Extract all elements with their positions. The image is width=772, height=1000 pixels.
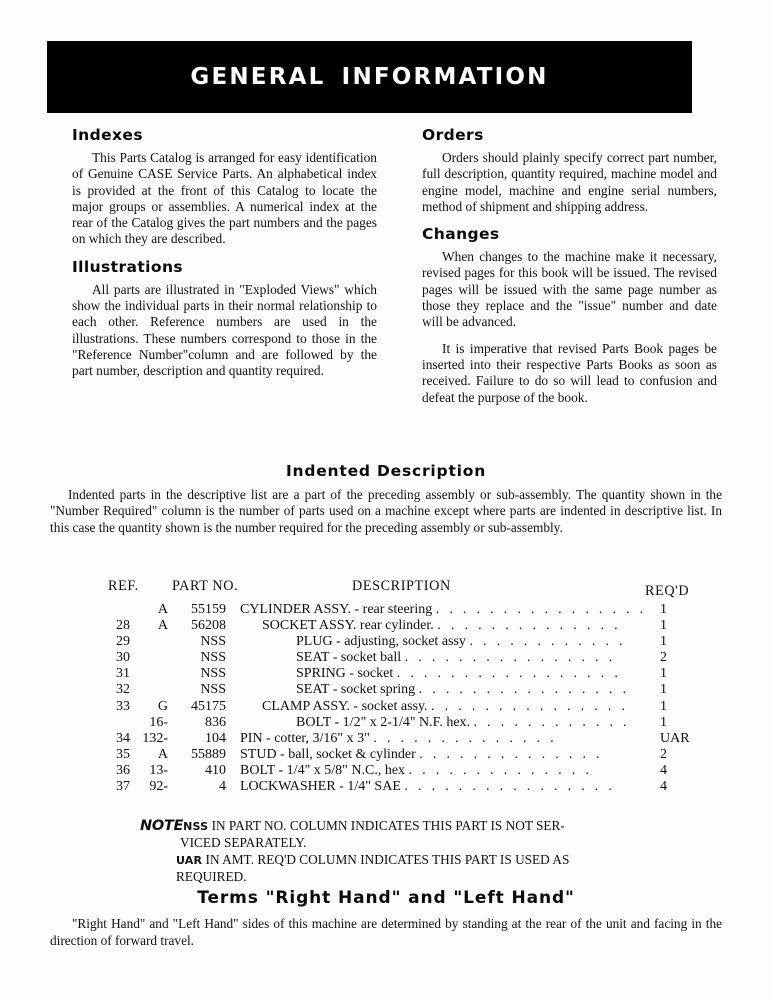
section-paragraph-changes-1: When changes to the machine make it necessary, revised pages for this book will be issued. The revised pages will be issued with the same page number as those they replace and the "issue" number and date will be advanced. bbox=[422, 249, 717, 330]
cell-part-number: NSS bbox=[200, 666, 226, 682]
cell-part-prefix: 132- bbox=[142, 730, 168, 746]
description-text: STUD - ball, socket & cylinder bbox=[240, 746, 416, 762]
cell-quantity-required: 1 bbox=[660, 602, 667, 617]
dot-leader: . . . . . . . . . . . . . . . . bbox=[418, 682, 630, 698]
indented-description-section bbox=[0, 462, 772, 536]
cell-ref: 37 bbox=[116, 779, 130, 795]
cell-description bbox=[240, 731, 660, 747]
table-row bbox=[0, 747, 772, 763]
cell-description bbox=[240, 666, 716, 682]
cell-description bbox=[240, 634, 716, 650]
section-heading-changes: Changes bbox=[422, 225, 500, 244]
page-title: GENERAL INFORMATION bbox=[190, 64, 549, 90]
table-row bbox=[0, 602, 772, 618]
cell-part-number: 55159 bbox=[191, 602, 226, 617]
cell-description bbox=[240, 763, 660, 779]
dot-leader: . . . . . . . . . . . . . . bbox=[437, 618, 621, 634]
cell-ref: 28 bbox=[116, 618, 130, 634]
dot-leader: . . . . . . . . . . . . . . . . bbox=[435, 602, 647, 617]
table-row bbox=[0, 618, 772, 634]
cell-ref: 34 bbox=[116, 730, 130, 746]
dot-leader: . . . . . . . . . . . . . . . . . bbox=[396, 666, 622, 682]
note-nss-line bbox=[0, 818, 772, 835]
cell-part-number: 836 bbox=[205, 714, 226, 730]
cell-part-number: 45175 bbox=[191, 698, 226, 714]
note-label: NOTE bbox=[140, 818, 184, 834]
cell-part-prefix: G bbox=[157, 698, 168, 714]
cell-part-number: 4 bbox=[219, 779, 226, 795]
cell-part-prefix: A bbox=[157, 746, 168, 762]
description-text: BOLT - 1/4" x 5/8" N.C., hex bbox=[240, 762, 406, 778]
cell-part-number: NSS bbox=[200, 650, 226, 666]
column-header-part-no: PART NO. bbox=[172, 578, 239, 594]
description-text: SPRING - socket bbox=[296, 666, 394, 682]
parts-table-body bbox=[0, 602, 772, 795]
column-header-description: DESCRIPTION bbox=[352, 578, 451, 594]
cell-description bbox=[240, 602, 660, 618]
table-row bbox=[0, 634, 772, 650]
cell-quantity-required: 2 bbox=[660, 746, 667, 762]
cell-part-number: NSS bbox=[200, 682, 226, 698]
parts-table bbox=[0, 578, 772, 795]
table-row bbox=[0, 666, 772, 682]
description-text: LOCKWASHER - 1/4" SAE bbox=[240, 779, 401, 795]
cell-description bbox=[240, 618, 682, 634]
section-heading-indexes: Indexes bbox=[72, 126, 143, 144]
section-paragraph-changes-2: It is imperative that revised Parts Book pages be inserted into their respective Parts Books as soon as received. Failure to do so will lead to confusion and defeat the purpose of the book. bbox=[422, 340, 717, 405]
dot-leader: . . . . . . . . . . . . . . . . bbox=[404, 650, 616, 666]
table-row bbox=[0, 715, 772, 731]
dot-leader: . . . . . . . . . . . . bbox=[473, 714, 630, 730]
cell-quantity-required: 1 bbox=[660, 698, 667, 714]
cell-description bbox=[240, 715, 716, 731]
note-uar-text-2: REQUIRED. bbox=[176, 869, 247, 885]
note-nss-text-2: VICED SEPARATELY. bbox=[180, 835, 307, 851]
cell-ref: 33 bbox=[116, 698, 130, 714]
terms-body bbox=[50, 916, 722, 949]
cell-ref: 32 bbox=[116, 682, 130, 698]
cell-part-number: 104 bbox=[205, 730, 226, 746]
cell-description bbox=[240, 779, 660, 795]
table-row bbox=[0, 731, 772, 747]
description-text: BOLT - 1/2" x 2-1/4" N.F. hex. bbox=[296, 714, 471, 730]
table-row bbox=[0, 682, 772, 698]
cell-quantity-required: 2 bbox=[660, 650, 667, 666]
note-uar-line bbox=[0, 852, 772, 869]
cell-part-prefix: A bbox=[157, 618, 168, 634]
table-row bbox=[0, 763, 772, 779]
note-nss-line-continued bbox=[0, 835, 772, 851]
note-uar-line-continued bbox=[0, 869, 772, 885]
cell-part-prefix: 13- bbox=[149, 762, 168, 778]
dot-leader: . . . . . . . . . . . . . . bbox=[373, 730, 557, 746]
cell-quantity-required: 1 bbox=[660, 666, 667, 682]
description-text: CLAMP ASSY. - socket assy. bbox=[262, 698, 428, 714]
cell-ref: 30 bbox=[116, 650, 130, 666]
section-paragraph-terms: "Right Hand" and "Left Hand" sides of this machine are determined by standing at the rear of the unit and facing in the direction of forward travel. bbox=[50, 916, 722, 948]
section-paragraph-indented-description: Indented parts in the descriptive list are a part of the preceding assembly or sub-assembly. The quantity shown in the "Number Required" column is the number of parts used on a machine except where parts are indented in descriptive list. In this case the quantity shown is the number required for the preceding assembly or sub-assembly. bbox=[50, 487, 722, 535]
cell-part-number: 55889 bbox=[191, 746, 226, 762]
left-column bbox=[72, 126, 377, 390]
uar-abbreviation: UAR bbox=[176, 853, 203, 867]
dot-leader: . . . . . . . . . . . . . . . . bbox=[404, 779, 616, 795]
description-text: SOCKET ASSY. rear cylinder. bbox=[262, 618, 434, 634]
indented-description-body bbox=[50, 487, 722, 536]
cell-ref: 36 bbox=[116, 762, 130, 778]
cell-description bbox=[240, 650, 716, 666]
cell-part-prefix: 92- bbox=[149, 779, 168, 795]
cell-ref: 31 bbox=[116, 666, 130, 682]
cell-quantity-required: 1 bbox=[660, 714, 667, 730]
section-heading-terms: Terms "Right Hand" and "Left Hand" bbox=[197, 888, 575, 908]
table-row bbox=[0, 650, 772, 666]
cell-part-prefix: 16- bbox=[149, 714, 168, 730]
cell-quantity-required: UAR bbox=[660, 730, 690, 746]
cell-description bbox=[240, 682, 716, 698]
section-paragraph-orders: Orders should plainly specify correct part number, full description, quantity required, machine model and engine model, machine and engine serial numbers, method of shipment and shipping address. bbox=[422, 150, 717, 214]
terms-section bbox=[0, 916, 772, 949]
cell-quantity-required: 1 bbox=[660, 618, 667, 634]
dot-leader: . . . . . . . . . . . . . . bbox=[408, 762, 593, 778]
dot-leader: . . . . . . . . . . . . . . . bbox=[431, 698, 629, 714]
table-row bbox=[0, 699, 772, 715]
page-header-banner bbox=[47, 41, 692, 113]
column-header-ref: REF. bbox=[108, 578, 139, 594]
section-paragraph-illustrations: All parts are illustrated in "Exploded Views" which show the individual parts in their normal relationship to each other. Reference numbers are used in the illustrations. These numbers correspond to those in the "Reference Number"column and are followed by the part number, description and quantity required. bbox=[72, 281, 377, 379]
note-block bbox=[0, 818, 772, 886]
two-column-body bbox=[0, 126, 772, 461]
cell-ref: 35 bbox=[116, 746, 130, 762]
cell-part-number: NSS bbox=[200, 634, 226, 650]
cell-part-number: 410 bbox=[205, 762, 226, 778]
cell-quantity-required: 1 bbox=[660, 634, 667, 650]
right-column bbox=[422, 126, 717, 406]
parts-table-header-row bbox=[0, 578, 772, 602]
cell-part-number: 56208 bbox=[191, 618, 226, 634]
description-text: SEAT - socket spring bbox=[296, 682, 416, 698]
dot-leader: . . . . . . . . . . . . bbox=[469, 634, 626, 650]
cell-description bbox=[240, 699, 682, 715]
cell-quantity-required: 4 bbox=[660, 762, 667, 778]
column-header-reqd: REQ'D bbox=[645, 583, 690, 599]
section-heading-illustrations: Illustrations bbox=[72, 257, 183, 276]
section-paragraph-indexes: This Parts Catalog is arranged for easy identification of Genuine CASE Service Parts. An alphabetical index is provided at the front of this Catalog to locate the major groups or assemblies. A numerical index at the rear of the Catalog gives the part numbers and the pages on which they are described. bbox=[72, 150, 377, 247]
cell-description bbox=[240, 747, 660, 763]
note-nss-text-1: IN PART NO. COLUMN INDICATES THIS PART IS NOT SER- bbox=[211, 818, 565, 833]
description-text: CYLINDER ASSY. - rear steering bbox=[240, 602, 433, 617]
cell-quantity-required: 1 bbox=[660, 682, 667, 698]
description-text: PLUG - adjusting, socket assy bbox=[296, 634, 466, 650]
cell-ref: 29 bbox=[116, 634, 130, 650]
dot-leader: . . . . . . . . . . . . . . bbox=[419, 746, 603, 762]
section-heading-indented-description: Indented Description bbox=[285, 462, 487, 480]
table-row bbox=[0, 779, 772, 795]
nss-abbreviation: NSS bbox=[183, 820, 209, 833]
cell-part-prefix: A bbox=[157, 602, 168, 617]
section-heading-orders: Orders bbox=[422, 126, 484, 144]
note-uar-text-1: IN AMT. REQ'D COLUMN INDICATES THIS PART IS USED AS bbox=[205, 851, 570, 867]
description-text: SEAT - socket ball bbox=[296, 650, 402, 666]
description-text: PIN - cotter, 3/16" x 3" bbox=[240, 730, 370, 746]
cell-quantity-required: 4 bbox=[660, 779, 667, 795]
